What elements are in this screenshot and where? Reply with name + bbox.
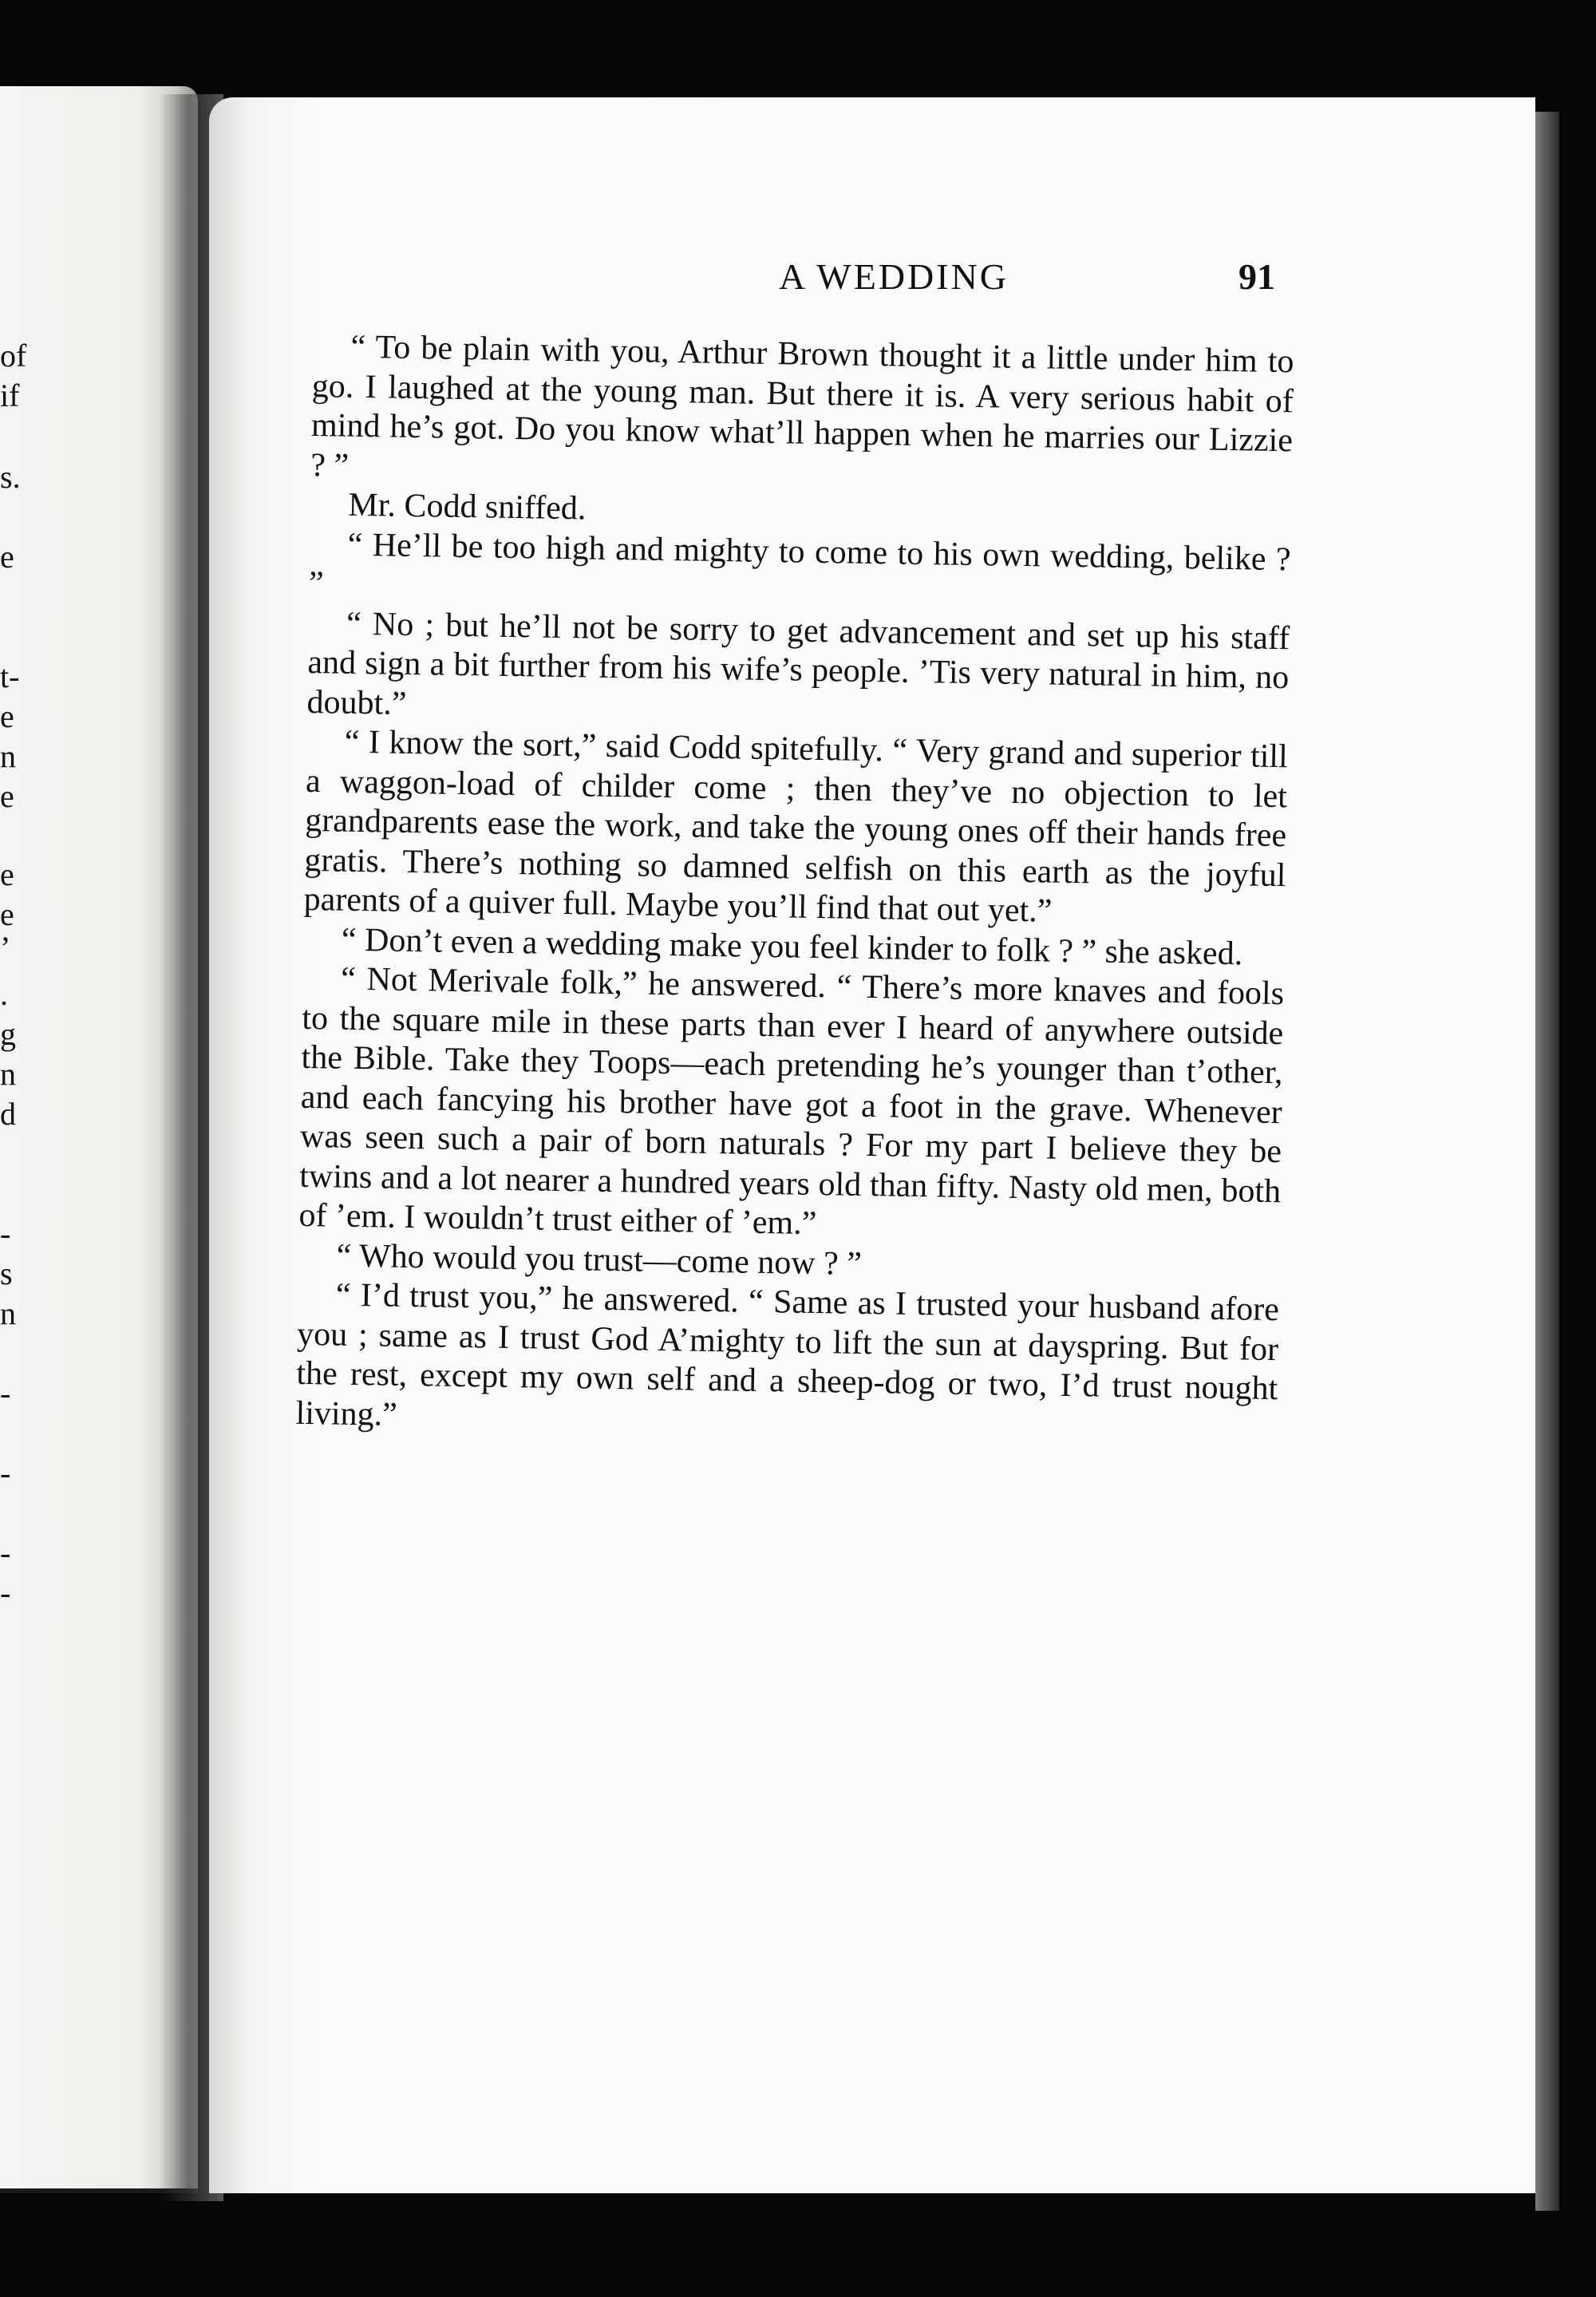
paragraph: “ No ; but he’ll not be sorry to get advancement and set up his staff and sign a bit further from his wife’s people. ’Tis very natural in him, no doubt.”: [306, 605, 1290, 722]
margin-fragment: e: [0, 778, 14, 814]
margin-fragment: s.: [0, 459, 21, 495]
paragraph: “ He’ll be too high and mighty to come to his own wedding, belike ? ”: [308, 526, 1291, 603]
margin-fragment: n: [0, 738, 16, 774]
margin-fragment: -: [0, 1455, 11, 1491]
paragraph: “ To be plain with you, Arthur Brown thought it a little under him to go. I laughed at the young man. But there it is. A very serious habit of mind he’s got. Do you know what’ll happen when he marries our Lizzie ? ”: [310, 328, 1294, 484]
page-number: 91: [1238, 256, 1275, 297]
margin-fragment: e: [0, 539, 14, 575]
running-head: A WEDDING: [778, 256, 1009, 297]
margin-fragment: -: [0, 1535, 11, 1571]
paragraph: “ Who would you trust—come now ? ”: [336, 1237, 863, 1283]
body-text: [295, 327, 1294, 1449]
paragraph: “ Not Merivale folk,” he answered. “ There’s more knaves and fools to the square mile in these parts than ever I heard of anywhere outside the Bible. Take they Toops—each pretending he’s younger than t’other, and each fancying his brother have got a foot in the grave. Whenever was seen such a pair of born naturals ? For my part I believe they be twins and a lot nearer a hundred years old than fifty. Nasty old men, both of ’em. I wouldn’t trust either of ’em.”: [298, 960, 1285, 1243]
margin-fragment: n: [0, 1056, 16, 1092]
margin-fragment: -: [0, 1375, 11, 1411]
paragraph: “ Don’t even a wedding make you feel kinder to folk ? ” she asked.: [341, 921, 1243, 972]
margin-fragment: -: [0, 1575, 11, 1611]
margin-fragment: d: [0, 1096, 16, 1132]
margin-fragment: -: [0, 1216, 11, 1251]
margin-fragment: n: [0, 1295, 16, 1331]
margin-fragment: e: [0, 896, 14, 932]
page-header: [209, 255, 1535, 306]
paragraph: Mr. Codd sniffed.: [348, 486, 587, 528]
margin-fragment: t-: [0, 658, 20, 694]
margin-fragment: g: [0, 1016, 16, 1052]
book-page: [209, 97, 1535, 2193]
margin-fragment: of: [0, 338, 27, 374]
margin-fragment: if: [0, 378, 20, 413]
paragraph: “ I’d trust you,” he answered. “ Same as I trusted your husband afore you ; same as I trust God A’mighty to lift the sun at dayspring. But for the rest, except my own self and a sheep-dog or two, I’d trust nought living.”: [295, 1276, 1280, 1433]
margin-fragment: ’: [0, 930, 11, 966]
margin-fragment: .: [0, 976, 8, 1012]
margin-fragment: e: [0, 698, 14, 734]
margin-fragment: s: [0, 1255, 13, 1291]
paragraph: “ I know the sort,” said Codd spitefully. “ Very grand and superior till a waggon-load of childer come ; then they’ve no objection to let grandparents ease the work, and take the young ones off their hands free gratis. There’s nothing so damned selfish on this earth as the joyful parents of a quiver full. Maybe you’ll find that out yet.”: [303, 723, 1289, 930]
previous-page-margin-text: [0, 86, 32, 2193]
page-fore-edge: [1535, 112, 1559, 2211]
margin-fragment: e: [0, 856, 14, 892]
